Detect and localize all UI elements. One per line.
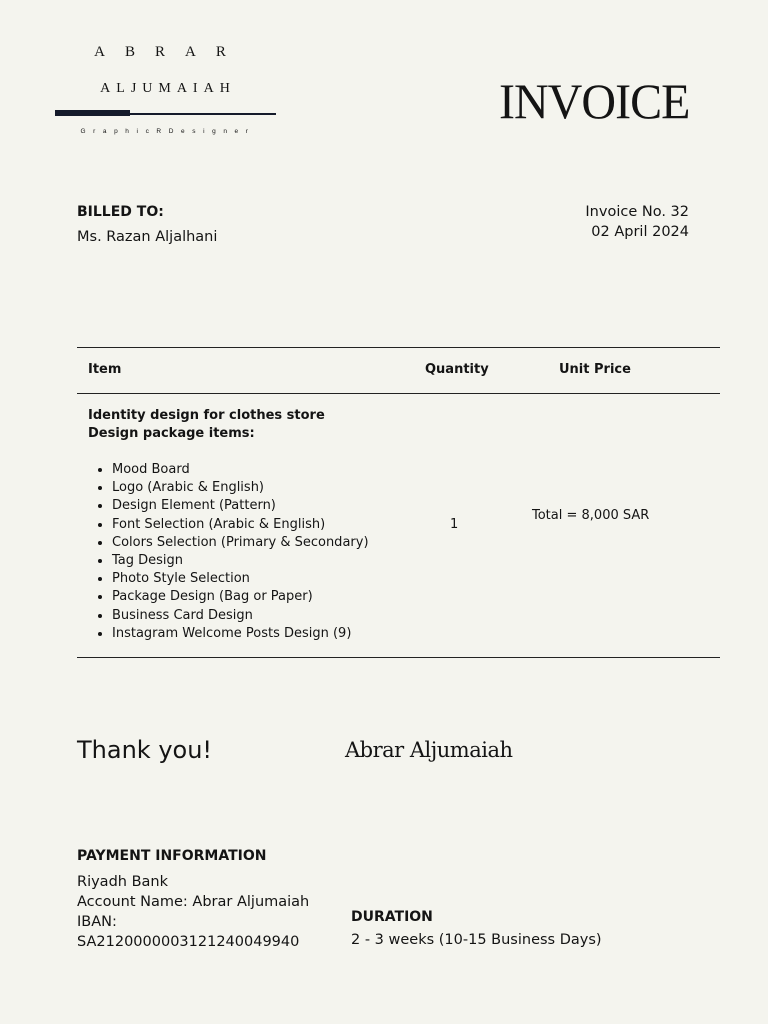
bank-name: Riyadh Bank — [77, 874, 168, 890]
invoice-number: Invoice No. 32 — [585, 204, 689, 220]
duration-label: DURATION — [351, 909, 433, 925]
list-item: • Logo (Arabic & English) — [112, 479, 369, 497]
header-quantity: Quantity — [425, 362, 489, 377]
logo-tagline: GraphicRDesigner — [80, 128, 256, 135]
list-item: • Package Design (Bag or Paper) — [112, 588, 369, 606]
logo-bar-thick — [55, 110, 130, 116]
header-unit-price: Unit Price — [559, 362, 631, 377]
logo-name-first: ABRAR — [94, 44, 246, 60]
billed-to-name: Ms. Razan Aljalhani — [77, 229, 218, 245]
table-bottom-rule — [77, 657, 720, 658]
price-total: Total = 8,000 SAR — [532, 508, 650, 523]
table-top-rule — [77, 347, 720, 348]
thank-you-text: Thank you! — [77, 736, 213, 764]
payment-info-label: PAYMENT INFORMATION — [77, 848, 267, 864]
payment-details — [77, 872, 309, 952]
list-item: • Photo Style Selection — [112, 570, 369, 588]
list-item: • Font Selection (Arabic & English) — [112, 516, 369, 534]
duration-value: 2 - 3 weeks (10-15 Business Days) — [351, 932, 602, 948]
iban-value: SA2120000003121240049940 — [77, 934, 300, 950]
invoice-date: 02 April 2024 — [591, 224, 689, 240]
account-name: Account Name: Abrar Aljumaiah — [77, 894, 310, 910]
list-item: • Mood Board — [112, 461, 369, 479]
item-title: Identity design for clothes store — [88, 408, 325, 423]
list-item: • Business Card Design — [112, 607, 369, 625]
table-header-rule — [77, 393, 720, 394]
billed-to-label: BILLED TO: — [77, 204, 164, 220]
table-row-item — [88, 407, 325, 443]
list-item: • Instagram Welcome Posts Design (9) — [112, 625, 369, 643]
list-item: • Colors Selection (Primary & Secondary) — [112, 534, 369, 552]
list-item: • Tag Design — [112, 552, 369, 570]
list-item: • Design Element (Pattern) — [112, 497, 369, 515]
logo-bar-thin — [130, 113, 276, 115]
signature: Abrar Aljumaiah — [345, 738, 513, 762]
item-subtitle: Design package items: — [88, 426, 255, 441]
iban-label: IBAN: — [77, 914, 117, 930]
header-item: Item — [88, 362, 122, 377]
invoice-title: INVOICE — [499, 73, 690, 129]
logo-name-last: ALJUMAIAH — [100, 81, 236, 96]
quantity-value: 1 — [450, 517, 459, 532]
package-items-list — [88, 461, 369, 643]
